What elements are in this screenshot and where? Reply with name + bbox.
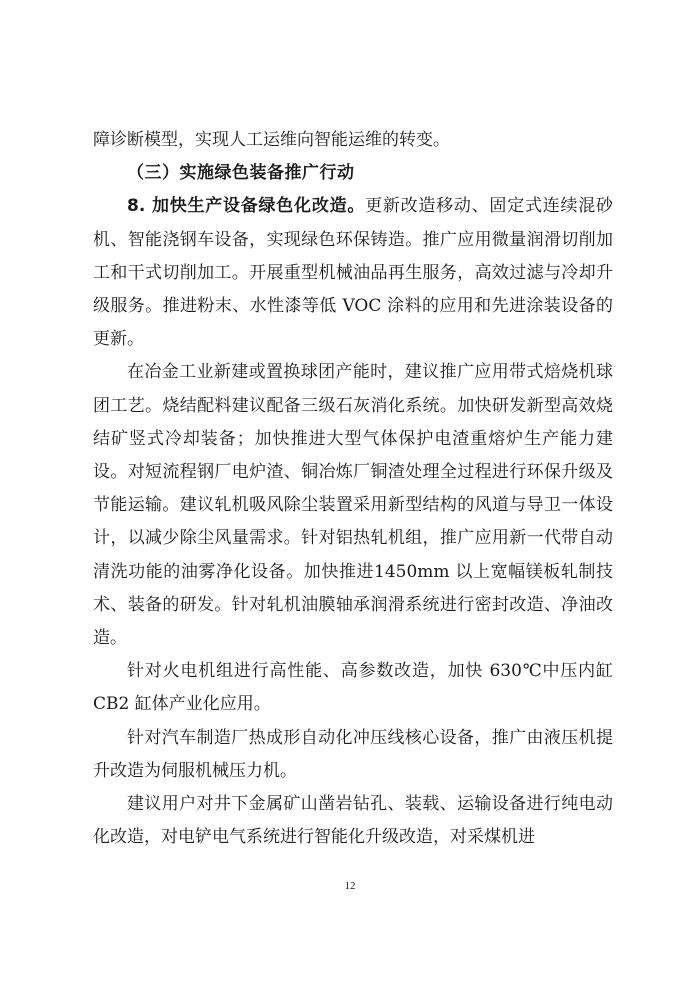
item-8-text: 更新改造移动、固定式连续混砂机、智能浇钢车设备，实现绿色环保铸造。推广应用微量润滑切削加工和干式切削加工。开展重型机械油品再生服务，高效过滤与冷却升级服务。推进粉末、水性漆等低 VOC 涂料的应用和先进涂装设备的更新。 [93, 196, 613, 350]
page-number: 12 [344, 880, 356, 892]
section-heading: （三）实施绿色装备推广行动 [127, 163, 355, 184]
item-8-lead: 8. 加快生产设备绿色化改造。 [127, 196, 366, 217]
document-body [93, 124, 613, 854]
mining-paragraph: 建议用户对井下金属矿山凿岩钻孔、装载、运输设备进行纯电动化改造，对电铲电气系统进行智能化升级改造，对采煤机进 [93, 794, 613, 848]
continuation-paragraph: 障诊断模型，实现人工运维向智能运维的转变。 [93, 130, 450, 150]
automotive-paragraph: 针对汽车制造厂热成形自动化冲压线核心设备，推广由液压机提升改造为伺服机械压力机。 [93, 727, 613, 781]
thermal-power-paragraph: 针对火电机组进行高性能、高参数改造，加快 630℃中压内缸 CB2 缸体产业化应用。 [93, 661, 613, 715]
item-8-paragraph [93, 190, 613, 356]
metallurgy-paragraph: 在冶金工业新建或置换球团产能时，建议推广应用带式焙烧机球团工艺。烧结配料建议配备三级石灰消化系统。加快研发新型高效烧结矿竖式冷却装备；加快推进大型气体保护电渣重熔炉生产能力建设。对短流程钢厂电炉渣、铜冶炼厂铜渣处理全过程进行环保升级及节能运输。建议轧机吸风除尘装置采用新型结构的风道与导卫一体设计，以减少除尘风量需求。针对铝热轧机组，推广应用新一代带自动清洗功能的油雾净化设备。加快推进1450mm 以上宽幅镁板轧制技术、装备的研发。针对轧机油膜轴承润滑系统进行密封改造、净油改造。 [93, 362, 613, 649]
